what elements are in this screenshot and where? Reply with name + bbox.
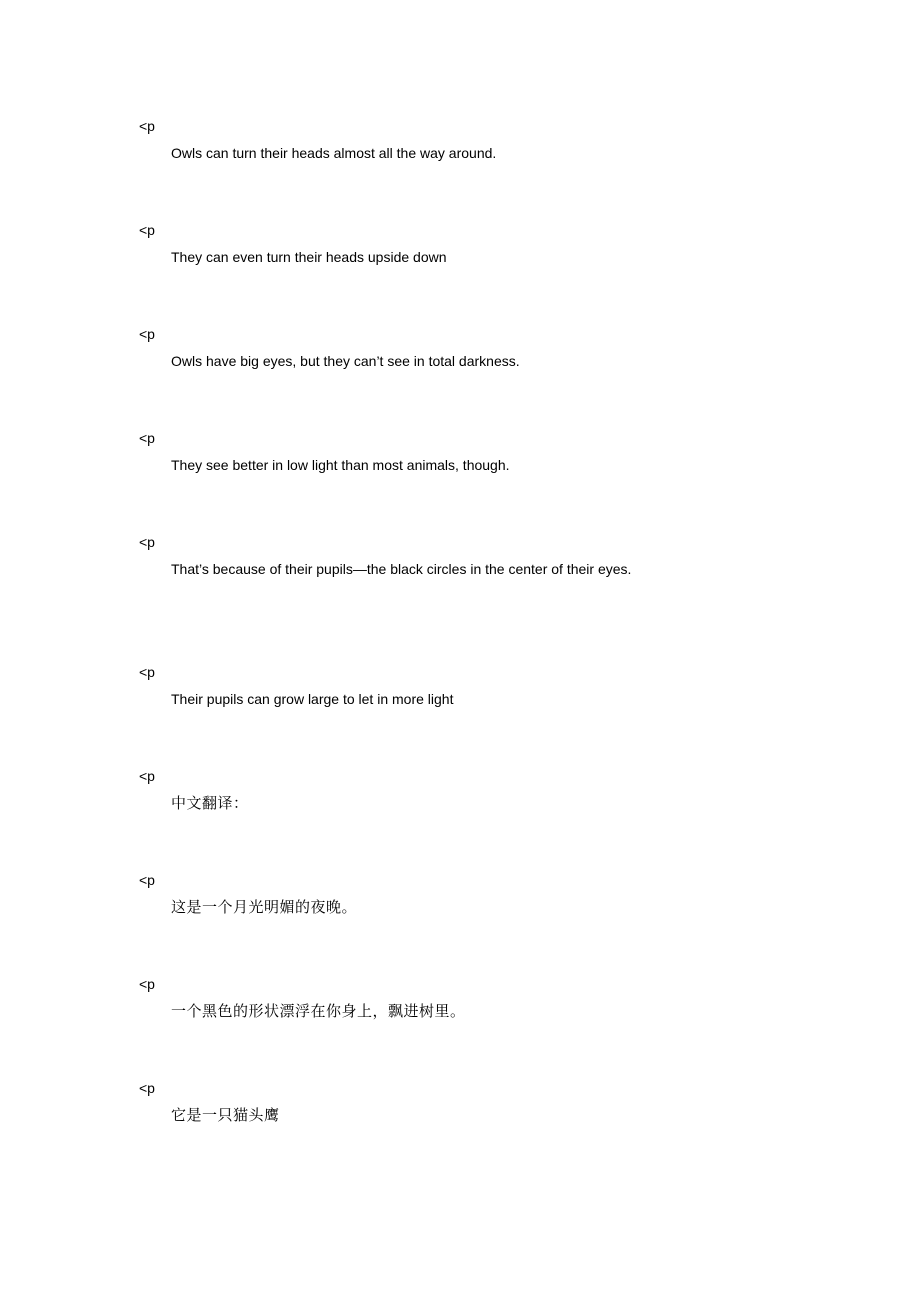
paragraph-10 bbox=[139, 1078, 639, 1128]
paragraph-marker: <p bbox=[139, 430, 155, 446]
paragraph-marker: <p bbox=[139, 768, 155, 784]
paragraph-text: 这是一个月光明媚的夜晚。 bbox=[171, 898, 358, 916]
paragraph-marker: <p bbox=[139, 1080, 155, 1096]
paragraph-9 bbox=[139, 974, 639, 1024]
paragraph-text: 它是一只猫头鹰 bbox=[171, 1106, 280, 1124]
paragraph-marker: <p bbox=[139, 872, 155, 888]
paragraph-1 bbox=[139, 116, 639, 166]
paragraph-6 bbox=[139, 662, 639, 712]
paragraph-text: Owls can turn their heads almost all the way around. bbox=[171, 145, 497, 161]
paragraph-marker: <p bbox=[139, 664, 155, 680]
paragraph-marker: <p bbox=[139, 534, 155, 550]
paragraph-text: Owls have big eyes, but they can’t see in total darkness. bbox=[171, 353, 520, 369]
paragraph-marker: <p bbox=[139, 222, 155, 238]
paragraph-7 bbox=[139, 766, 639, 816]
paragraph-8 bbox=[139, 870, 639, 920]
paragraph-5 bbox=[139, 532, 639, 582]
paragraph-text: They can even turn their heads upside down bbox=[171, 249, 447, 265]
paragraph-4 bbox=[139, 428, 639, 478]
paragraph-2 bbox=[139, 220, 639, 270]
paragraph-text: That’s because of their pupils—the black circles in the center of their eyes. bbox=[171, 561, 632, 577]
paragraph-marker: <p bbox=[139, 976, 155, 992]
paragraph-text: Their pupils can grow large to let in more light bbox=[171, 691, 454, 707]
paragraph-text: 一个黑色的形状漂浮在你身上，飘进树里。 bbox=[171, 1002, 466, 1020]
paragraph-text: They see better in low light than most animals, though. bbox=[171, 457, 510, 473]
paragraph-marker: <p bbox=[139, 118, 155, 134]
paragraph-text: 中文翻译： bbox=[171, 794, 249, 812]
paragraph-3 bbox=[139, 324, 639, 374]
paragraph-marker: <p bbox=[139, 326, 155, 342]
